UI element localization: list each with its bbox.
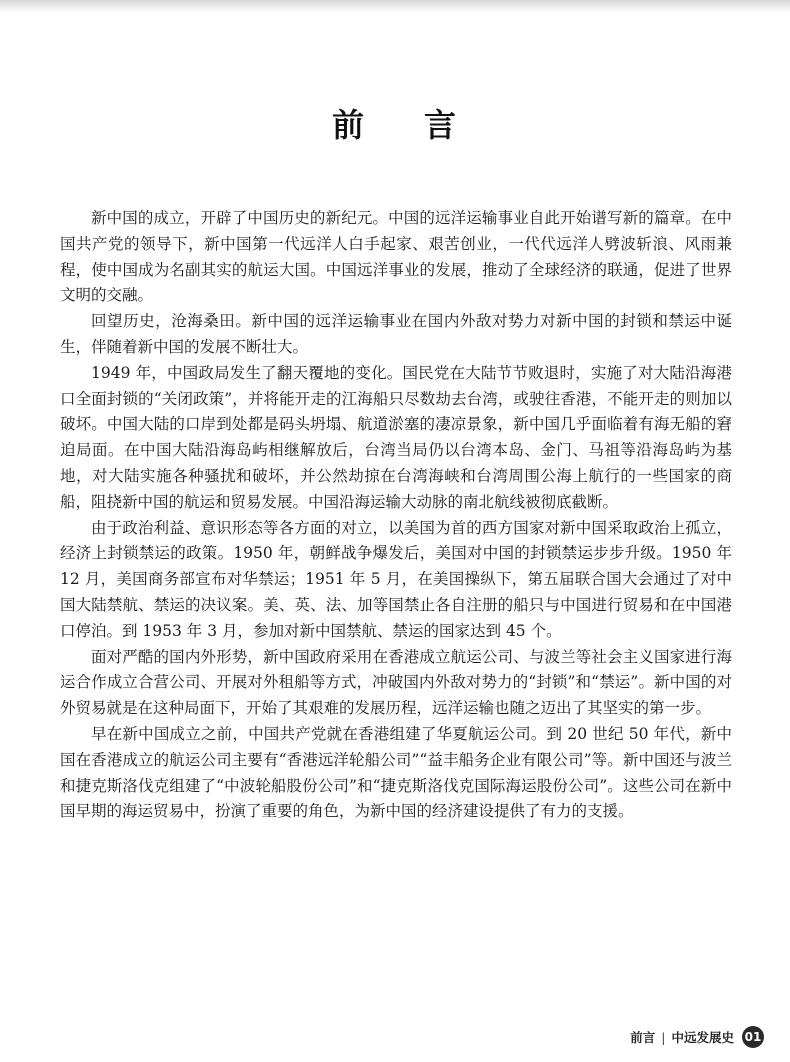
title-char-1: 前 xyxy=(331,106,366,144)
page-top-edge xyxy=(0,0,790,14)
paragraph: 新中国的成立，开辟了中国历史的新纪元。中国的远洋运输事业自此开始谱写新的篇章。在中国共产党的领导下，新中国第一代远洋人白手起家、艰苦创业，一代代远洋人劈波斩浪、风雨兼程，使中国成为名副其实的航运大国。中国远洋事业的发展，推动了全球经济的联通，促进了世界文明的交融。 xyxy=(60,209,732,305)
page-title xyxy=(0,100,790,146)
paragraph: 早在新中国成立之前，中国共产党就在香港组建了华夏航运公司。到 20 世纪 50 年代，新中国在香港成立的航运公司主要有“香港远洋轮船公司”“益丰船务企业有限公司”等。新中国还与波兰和捷克斯洛伐克组建了“中波轮船股份公司”和“捷克斯洛伐克国际海运股份公司”。这些公司在新中国早期的海运贸易中，扮演了重要的角色，为新中国的经济建设提供了有力的支援。 xyxy=(60,724,732,821)
paragraph: 回望历史，沧海桑田。新中国的远洋运输事业在国内外敌对势力对新中国的封锁和禁运中诞生，伴随着新中国的发展不断壮大。 xyxy=(60,312,732,356)
running-footer xyxy=(630,1026,764,1048)
footer-separator: | xyxy=(661,1029,666,1045)
footer-section: 前言 xyxy=(630,1030,656,1045)
paragraph: 面对严酷的国内外形势，新中国政府采用在香港成立航运公司、与波兰等社会主义国家进行海运合作成立合营公司、开展对外租船等方式，冲破国内外敌对势力的“封锁”和“禁运”。新中国的对外贸易就是在这种局面下，开始了其艰难的发展历程，远洋运输也随之迈出了其坚实的第一步。 xyxy=(60,647,732,718)
paragraph: 1949 年，中国政局发生了翻天覆地的变化。国民党在大陆节节败退时，实施了对大陆沿海港口全面封锁的“关闭政策”，并将能开走的江海船只尽数劫去台湾，或驶往香港，不能开走的则加以破坏。中国大陆的口岸到处都是码头坍塌、航道淤塞的凄凉景象，新中国几乎面临着有海无船的窘迫局面。在中国大陆沿海岛屿相继解放后，台湾当局仍以台湾本岛、金门、马祖等沿海岛屿为基地，对大陆实施各种骚扰和破坏，并公然劫掠在台湾海峡和台湾周围公海上航行的一些国家的商船，阻挠新中国的航运和贸易发展。中国沿海运输大动脉的南北航线被彻底截断。 xyxy=(60,363,732,511)
footer-book-title: 中远发展史 xyxy=(671,1030,734,1045)
paragraph: 由于政治利益、意识形态等各方面的对立，以美国为首的西方国家对新中国采取政治上孤立，经济上封锁禁运的政策。1950 年，朝鲜战争爆发后，美国对中国的封锁禁运步步升级。1950 年 12 月，美国商务部宣布对华禁运；1951 年 5 月，在美国操纵下，第五届联合国大会通过了对中国大陆禁航、禁运的决议案。美、英、法、加等国禁止各自注册的船只与中国进行贸易和在中国港口停泊。到 1953 年 3 月，参加对新中国禁航、禁运的国家达到 45 个。 xyxy=(60,518,732,640)
body-text xyxy=(60,206,732,825)
page-number-badge: 01 xyxy=(742,1026,764,1048)
title-char-2: 言 xyxy=(424,106,459,144)
